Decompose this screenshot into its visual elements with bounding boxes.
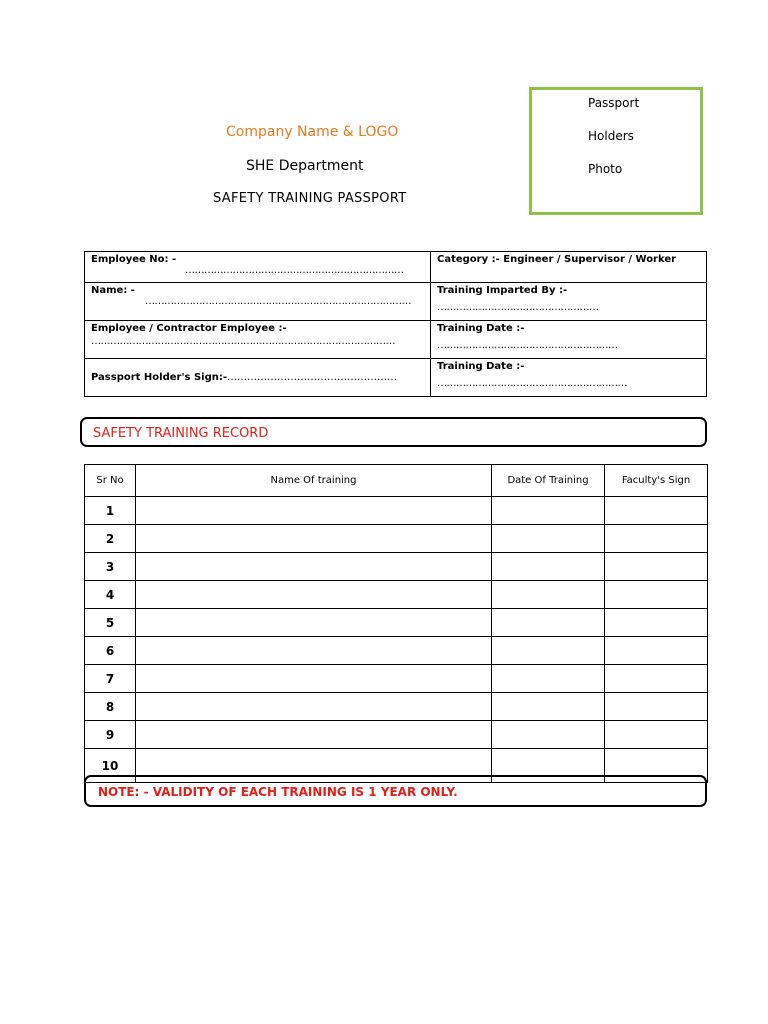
note-box	[84, 775, 707, 807]
name-of-training-cell[interactable]	[136, 609, 492, 637]
faculty-sign-cell[interactable]	[605, 665, 708, 693]
photo-box-line-3: Photo	[588, 162, 623, 176]
passport-holder-sign-cell	[85, 359, 431, 397]
date-of-training-cell[interactable]	[492, 693, 605, 721]
training-date-1-dots: …………………………………………………	[437, 340, 618, 351]
sr-no-cell: 10	[85, 749, 136, 783]
employee-contractor-label: Employee / Contractor Employee :-	[91, 323, 287, 334]
name-of-training-cell[interactable]	[136, 721, 492, 749]
name-of-training-cell[interactable]	[136, 525, 492, 553]
photo-box-line-2: Holders	[588, 129, 634, 143]
sr-no-cell: 7	[85, 665, 136, 693]
column-header-sr-no: Sr No	[85, 465, 136, 497]
date-of-training-cell[interactable]	[492, 497, 605, 525]
document-title: SAFETY TRAINING PASSPORT	[213, 191, 407, 206]
table-row	[85, 665, 708, 693]
date-of-training-cell[interactable]	[492, 721, 605, 749]
date-of-training-cell[interactable]	[492, 553, 605, 581]
employee-no-label: Employee No: -	[91, 254, 177, 265]
employee-no-cell	[85, 252, 431, 283]
faculty-sign-cell[interactable]	[605, 497, 708, 525]
sr-no-cell: 5	[85, 609, 136, 637]
training-imparted-by-dots: ……………………………………………	[437, 302, 599, 313]
sr-no-cell: 3	[85, 553, 136, 581]
name-dots: …………………………………………………………………………	[145, 296, 411, 307]
date-of-training-cell[interactable]	[492, 637, 605, 665]
table-row	[85, 553, 708, 581]
training-date-2-cell	[431, 359, 707, 397]
faculty-sign-cell[interactable]	[605, 693, 708, 721]
sr-no-cell: 2	[85, 525, 136, 553]
name-of-training-cell[interactable]	[136, 637, 492, 665]
table-row	[85, 693, 708, 721]
validity-note: NOTE: - VALIDITY OF EACH TRAINING IS 1 YEAR ONLY.	[98, 785, 458, 799]
training-record-table	[84, 464, 708, 783]
record-heading-box	[80, 417, 707, 447]
name-of-training-cell[interactable]	[136, 665, 492, 693]
passport-holder-sign-dots: ……………………………………………	[227, 372, 398, 383]
column-header-date-of-training: Date Of Training	[492, 465, 605, 497]
faculty-sign-cell[interactable]	[605, 721, 708, 749]
sr-no-cell: 9	[85, 721, 136, 749]
training-imparted-by-label: Training Imparted By :-	[437, 285, 568, 296]
training-date-2-label: Training Date :-	[437, 361, 525, 372]
date-of-training-cell[interactable]	[492, 525, 605, 553]
department-name: SHE Department	[246, 158, 364, 174]
category-label: Category :- Engineer / Supervisor / Worker	[437, 254, 677, 265]
table-row	[85, 609, 708, 637]
training-date-1-cell	[431, 321, 707, 359]
sr-no-cell: 8	[85, 693, 136, 721]
name-of-training-cell[interactable]	[136, 581, 492, 609]
training-imparted-by-cell	[431, 283, 707, 321]
company-name: Company Name & LOGO	[226, 124, 399, 140]
sr-no-cell: 4	[85, 581, 136, 609]
date-of-training-cell[interactable]	[492, 581, 605, 609]
faculty-sign-cell[interactable]	[605, 609, 708, 637]
employee-info-table	[84, 251, 707, 397]
name-of-training-cell[interactable]	[136, 553, 492, 581]
employee-no-dots: ……………………………………………………………	[185, 265, 404, 276]
faculty-sign-cell[interactable]	[605, 637, 708, 665]
faculty-sign-cell[interactable]	[605, 553, 708, 581]
name-of-training-cell[interactable]	[136, 693, 492, 721]
table-row	[85, 525, 708, 553]
passport-holder-sign-label: Passport Holder's Sign:-	[91, 372, 228, 383]
date-of-training-cell[interactable]	[492, 609, 605, 637]
table-row	[85, 721, 708, 749]
column-header-name-of-training: Name Of training	[136, 465, 492, 497]
category-cell	[431, 252, 707, 283]
employee-contractor-dots: ……………………………………………………………………………………	[91, 336, 395, 347]
record-heading: SAFETY TRAINING RECORD	[93, 426, 269, 441]
table-row	[85, 581, 708, 609]
table-row	[85, 637, 708, 665]
photo-box	[529, 87, 703, 215]
date-of-training-cell[interactable]	[492, 665, 605, 693]
employee-contractor-cell	[85, 321, 431, 359]
faculty-sign-cell[interactable]	[605, 525, 708, 553]
table-row	[85, 497, 708, 525]
name-of-training-cell[interactable]	[136, 497, 492, 525]
faculty-sign-cell[interactable]	[605, 581, 708, 609]
training-date-1-label: Training Date :-	[437, 323, 525, 334]
photo-box-line-1: Passport	[588, 96, 640, 110]
sr-no-cell: 1	[85, 497, 136, 525]
name-cell	[85, 283, 431, 321]
column-header-faculty-sign: Faculty's Sign	[605, 465, 708, 497]
name-label: Name: -	[91, 285, 135, 296]
training-date-2-dots: ……………………………………………………	[437, 378, 627, 389]
sr-no-cell: 6	[85, 637, 136, 665]
